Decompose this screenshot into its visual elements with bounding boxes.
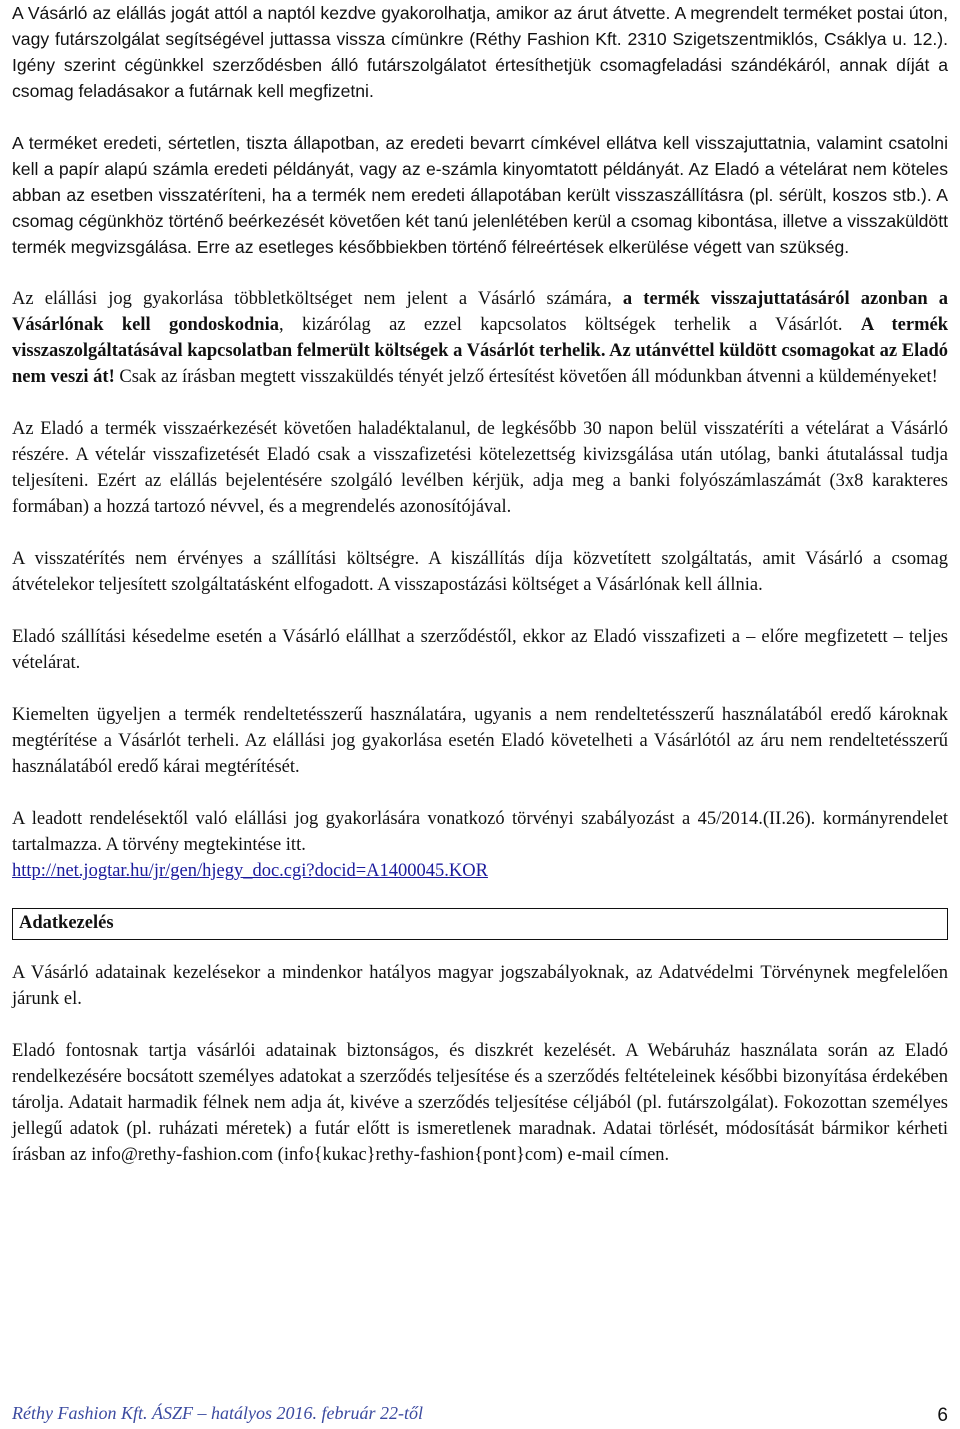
paragraph-shipping-cost: A visszatérítés nem érvényes a szállítási költségre. A kiszállítás díja közvetített szolgáltatás, amit Vásárló a csomag átvételekor teljesített szolgáltatásként elfogadott. A visszapostázási költséget a Vásárlónak kell állnia. (12, 549, 948, 595)
paragraph-delivery-delay: Eladó szállítási késedelme esetén a Vásárló elállhat a szerződéstől, ekkor az Eladó visszafizeti a – előre megfizetett – teljes vételárat. (12, 627, 948, 673)
paragraph-refund: Az Eladó a termék visszaérkezését követően haladéktalanul, de legkésőbb 30 napon belül visszatéríti a vételárat a Vásárló részére. A vételár visszafizetését Eladó csak a visszafizetési kötelezettség kivizsgálása után utólag, banki átutalással tudja teljesíteni. Ezért az elállás bejelentésére szolgáló levélben kérjük, adja meg a banki folyószámlaszámát (3x8 karakteres formában) a hozzá tartozó névvel, és a megrendelés azonosítójával. (12, 419, 948, 517)
return-costs-bold-1: a termék visszajuttatásáról azonban a Vásárlónak kell gondoskodnia (12, 289, 949, 335)
page-number: 6 (937, 1405, 948, 1426)
return-costs-bold-2: A termék visszaszolgáltatásával kapcsolatban felmerült költségek a Vásárlót terhelik. Az utánvéttel küldött csomagokat az Eladó nem veszi át! (12, 315, 948, 387)
section-heading-data-handling: Adatkezelés (12, 908, 948, 940)
paragraph-proper-use: Kiemelten ügyeljen a termék rendeltetésszerű használatára, ugyanis a nem rendeltetésszerű használatából eredő károknak megtérítése a Vásárlót terheli. Az elállási jog gyakorlása esetén Eladó követelheti a Vásárlótól az áru nem rendeltetésszerű használatából eredő kárai megtérítését. (12, 705, 948, 777)
return-costs-text-3: Csak az írásban megtett visszaküldés tényét jelző értesítést követően áll módunkban átvenni a küldeményeket! (114, 367, 938, 387)
return-costs-text-1: Az elállási jog gyakorlása többletköltséget nem jelent a Vásárló számára, (12, 289, 623, 309)
paragraph-data-law: A Vásárló adatainak kezelésekor a mindenkor hatályos magyar jogszabályoknak, az Adatvédelmi Törvénynek megfelelően járunk el. (12, 963, 948, 1009)
paragraph-return-costs (12, 286, 948, 390)
paragraph-product-condition: A terméket eredeti, sértetlen, tiszta állapotban, az eredeti bevarrt címkével ellátva kell visszajuttatnia, valamint csatolni kell a papír alapú számla eredeti példányát, vagy az e-számla kinyomtatott példányát. Az Eladó a vételárat nem köteles abban az esetben visszatéríteni, ha a termék nem eredeti állapotában került visszaszállításra (pl. sérült, koszos stb.). A csomag cégünkhöz történő beérkezését követően két tanú jelenlétében kerül a csomag kibontása, illetve a visszaküldött termék megvizsgálása. Erre az esetleges későbbiekben történő félreértések elkerülése végett van szükség. (12, 133, 948, 257)
paragraph-data-security: Eladó fontosnak tartja vásárlói adatainak biztonságos, és diszkrét kezelését. A Webáruház használata során az Eladó rendelkezésére bocsátott személyes adatokat a szerződés teljesítése és a szerződés feltételeinek későbbi bizonyítása érdekében tárolja. Adatait harmadik félnek nem adja át, kivéve a szerződés teljesítése céljából (pl. futárszolgálat). Fokozottan személyes jellegű adatok (pl. ruházati méretek) a futár előtt is ismeretlenek maradnak. Adatai törlését, módosítását bármikor kérheti írásban az info@rethy-fashion.com (info{kukac}rethy-fashion{pont}com) e-mail címen. (12, 1041, 948, 1165)
return-costs-text-2: , kizárólag az ezzel kapcsolatos költségek terhelik a Vásárlót. (278, 315, 861, 335)
paragraph-return-rights: A Vásárló az elállás jogát attól a naptól kezdve gyakorolhatja, amikor az árut átvette. A megrendelt terméket postai úton, vagy futárszolgálat segítségével juttassa vissza címünkre (Réthy Fashion Kft. 2310 Szigetszentmiklós, Csáklya u. 12.). Igény szerint cégünkkel szerződésben álló futárszolgálatot értesíthetjük csomagfeladási szándékáról, annak díját a csomag feladásakor a futárnak kell megfizetni. (12, 3, 948, 101)
law-link[interactable]: http://net.jogtar.hu/jr/gen/hjegy_doc.cgi?docid=A1400045.KOR (12, 861, 488, 881)
document-page (12, 0, 948, 1168)
page-footer (12, 1403, 948, 1429)
law-reference-text: A leadott rendelésektől való elállási jog gyakorlására vonatkozó törvényi szabályozást a 45/2014.(II.26). kormányrendelet tartalmazza. A törvény megtekintése itt. (12, 809, 948, 855)
paragraph-law-reference (12, 806, 948, 884)
footer-text: Réthy Fashion Kft. ÁSZF – hatályos 2016. február 22-től (12, 1403, 423, 1423)
